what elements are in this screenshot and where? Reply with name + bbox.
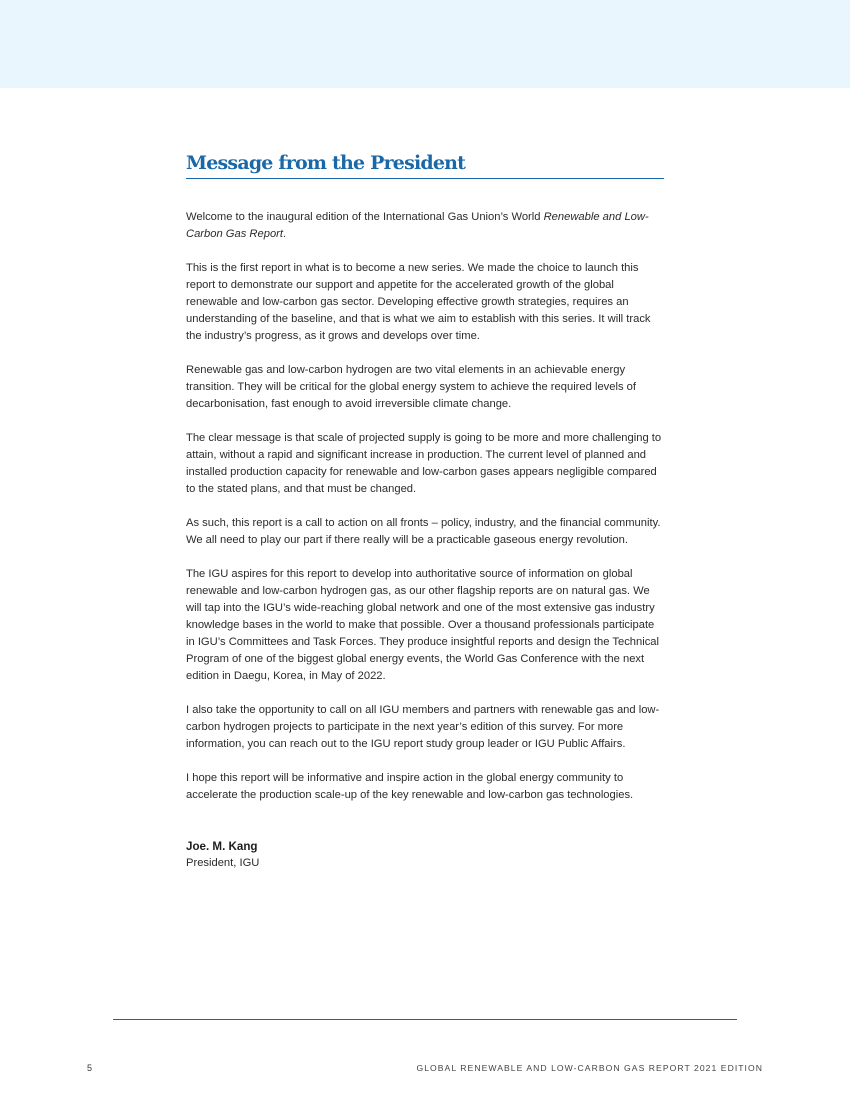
paragraph-welcome-end: .	[283, 228, 287, 240]
page-number: 5	[87, 1063, 93, 1073]
footer-divider	[113, 1019, 737, 1020]
letter-content	[186, 150, 666, 872]
paragraph-message: The clear message is that scale of projected supply is going to be more and more challenging to attain, without a rapid and significant increase in production. The current level of planned and installed production capacity for renewable and low-carbon gases appears negligible compared to the stated plans, and that must be changed.	[186, 432, 662, 495]
paragraph-closing: I hope this report will be informative and inspire action in the global energy community to accelerate the production scale-up of the key renewable and low-carbon gas technologies.	[186, 772, 634, 801]
paragraph-igu-aspires: The IGU aspires for this report to develop into authoritative source of information on global renewable and low-carbon hydrogen gas, as our other flagship reports are on natural gas. We will tap into the IGU’s wide-reaching global network and one of the most extensive gas industry knowledge bases in the world to make that possible. Over a thousand professionals participate in IGU’s Committees and Task Forces. They produce insightful reports and design the Technical Program of one of the biggest global energy events, the World Gas Conference with the next edition in Daegu, Korea, in May of 2022.	[186, 568, 660, 682]
report-title-italic: Renewable and Low-Carbon Gas Report	[186, 211, 649, 240]
letter-body	[186, 209, 666, 804]
paragraph-call-to-action: As such, this report is a call to action on all fronts – policy, industry, and the financial community. We all need to play our part if there really will be a practicable gaseous energy revolution.	[186, 517, 661, 546]
paragraph-series: This is the first report in what is to become a new series. We made the choice to launch this report to demonstrate our support and appetite for the accelerated growth of the global renewable and low-carbon gas sector. Developing effective growth strategies, requires an understanding of the baseline, and that is what we aim to establish with this series. It will track the industry’s progress, as it grows and develops over time.	[186, 262, 651, 342]
running-footer-title: GLOBAL RENEWABLE AND LOW-CARBON GAS REPORT 2021 EDITION	[416, 1063, 763, 1073]
signature-block	[186, 838, 666, 872]
signatory-title: President, IGU	[186, 857, 260, 869]
page-title: Message from the President	[186, 150, 664, 179]
paragraph-welcome-text: Welcome to the inaugural edition of the International Gas Union’s World	[186, 211, 544, 223]
paragraph-transition: Renewable gas and low-carbon hydrogen are two vital elements in an achievable energy transition. They will be critical for the global energy system to achieve the required levels of decarbonisation, fast enough to avoid irreversible climate change.	[186, 364, 637, 410]
signatory-name: Joe. M. Kang	[186, 840, 258, 853]
header-band	[0, 0, 850, 88]
paragraph-welcome	[186, 209, 666, 243]
paragraph-participation: I also take the opportunity to call on all IGU members and partners with renewable gas and low-carbon hydrogen projects to participate in the next year’s edition of this survey. For more information, you can reach out to the IGU report study group leader or IGU Public Affairs.	[186, 704, 660, 750]
